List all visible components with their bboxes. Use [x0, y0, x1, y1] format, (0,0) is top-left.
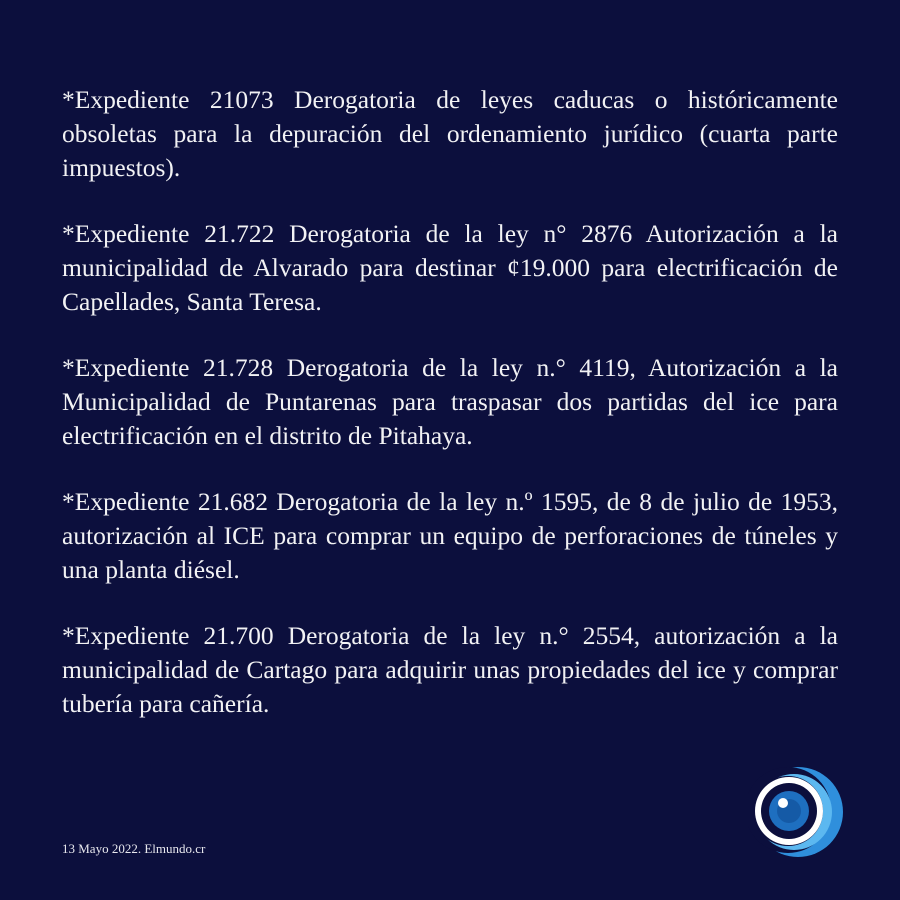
elmundo-eye-logo-icon — [748, 766, 844, 858]
footer-credit: 13 Mayo 2022. Elmundo.cr — [62, 841, 206, 856]
expediente-item-4: *Expediente 21.682 Derogatoria de la ley n.º 1595, de 8 de julio de 1953, autorización al ICE para comprar un equipo de perforaciones de túneles y una planta diésel. — [62, 487, 838, 584]
expediente-item-5: *Expediente 21.700 Derogatoria de la ley n.° 2554, autorización a la municipalidad de Cartago para adquirir unas propiedades del ice y comprar tubería para cañería. — [62, 621, 838, 718]
expediente-item-3: *Expediente 21.728 Derogatoria de la ley n.° 4119, Autorización a la Municipalidad de Puntarenas para traspasar dos partidas del ice para electrificación en el distrito de Pitahaya. — [62, 353, 838, 450]
document-body — [62, 83, 838, 753]
expediente-item-1: *Expediente 21073 Derogatoria de leyes caducas o históricamente obsoletas para la depuración del ordenamiento jurídico (cuarta parte impuestos). — [62, 85, 838, 182]
expediente-item-2: *Expediente 21.722 Derogatoria de la ley n° 2876 Autorización a la municipalidad de Alvarado para destinar ¢19.000 para electrificación de Capellades, Santa Teresa. — [62, 219, 838, 316]
